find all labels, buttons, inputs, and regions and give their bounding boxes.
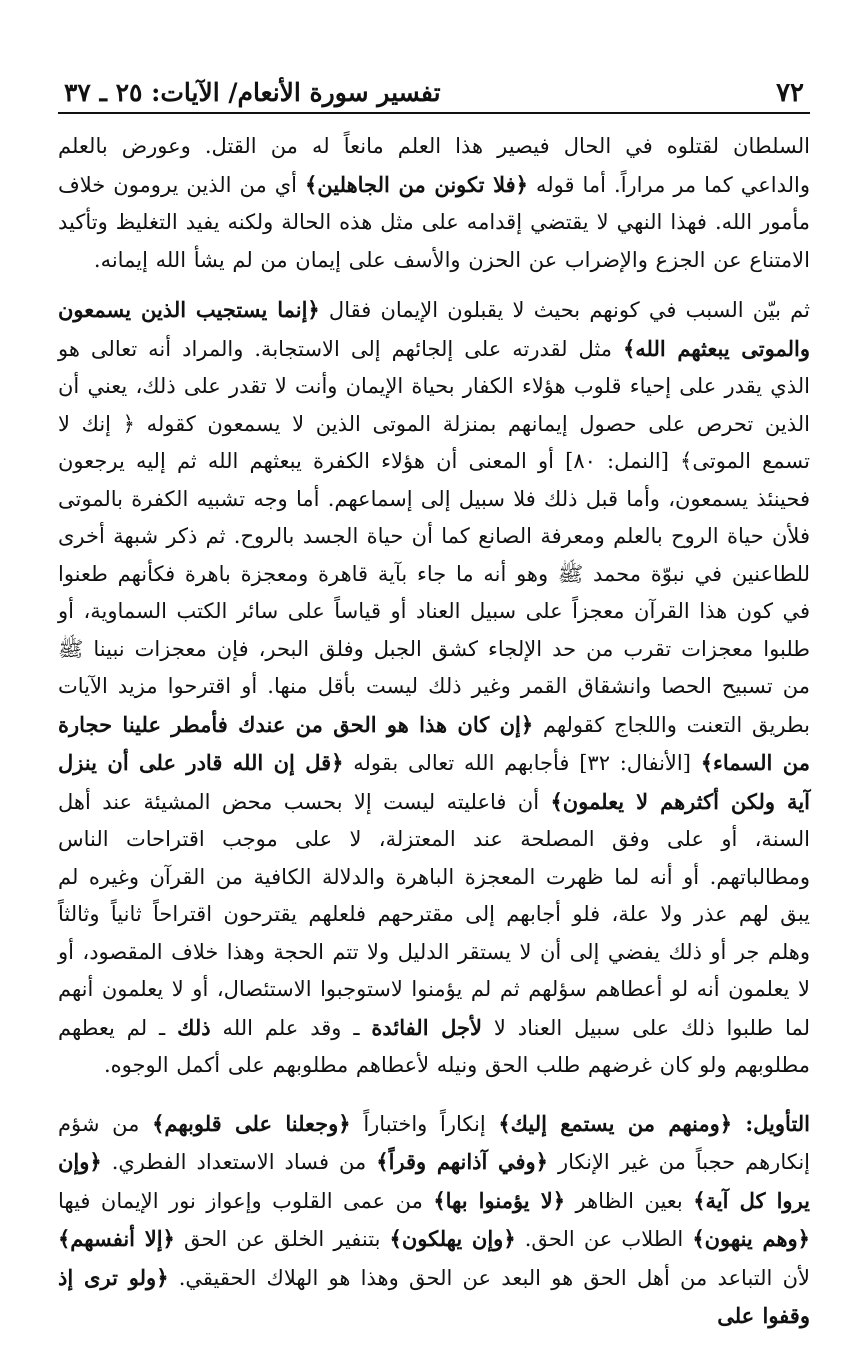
- text-run: من شؤم إنكارهم حجباً من غير الإنكار: [58, 1111, 810, 1174]
- text-run: إنكاراً واختباراً: [350, 1111, 499, 1136]
- page-number: ٧٢: [776, 78, 804, 108]
- quran-quote: التأويل:: [732, 1110, 811, 1136]
- paragraph: [58, 128, 810, 279]
- quran-quote: ﴿وإن يروا كل آية﴾: [58, 1149, 811, 1213]
- text-run: مثل لقدرته على إلجائهم إلى الاستجابة. والمراد أنه تعالى هو الذي يقدر على إحياء قلوب هؤلاء الكفار بحياة الإيمان وأنت لا تقدر على ذلك، يعني أن الذين تحرص على حصول إيمانهم بمنزلة الموتى الذين لا يسمعون كقوله ﴿ إنك لا تسمع الموتى﴾ [النمل: ٨٠] أو المعنى أن هؤلاء الكفرة يبعثهم الله ثم إليه يرجعون فحينئذ يسمعون، وأما قبل ذلك فلا سبيل إلى إسماعهم. أما وجه تشبيه الكفرة بالموتى فلأن حياة الروح بالعلم ومعرفة الصانع كما أن حياة الجسد بالروح. ثم ذكر شبهة أخرى للطاعنين في نبوّة محمد ﷺ وهو أنه ما جاء بآية قاهرة ومعجزة باهرة فكأنهم طعنوا في كون هذا القرآن معجزاً على سبيل العناد أو قياساً على سائر الكتب السماوية، أو طلبوا معجزات تقرب من حد الإلجاء كشق الجبل وفلق البحر، فإن معجزات نبينا ﷺ من تسبيح الحصا وانشقاق القمر وغير ذلك ليست بأقل منها. أو اقترحوا مزيد الآيات بطريق التعنت واللجاج كقولهم: [58, 336, 810, 737]
- text-run: ـ وقد علم الله: [210, 1015, 372, 1040]
- quran-quote: ﴿وإن يهلكون﴾: [389, 1226, 516, 1251]
- quran-quote: ﴿لا يؤمنوا بها﴾: [433, 1187, 566, 1213]
- quran-quote: ﴿فلا تكونن من الجاهلين﴾: [304, 171, 528, 197]
- text-run: ـ لم يعطهم مطلوبهم ولو كان غرضهم طلب الحق ونيله لأعطاهم مطلوبهم على أكمل الوجوه.: [58, 1015, 810, 1077]
- page-body: [58, 128, 810, 1336]
- text-run: أن فاعليته ليست إلا بحسب محض المشيئة عند أهل السنة، أو على وفق المصلحة عند المعتزلة، لا على موجب اقتراحات الناس ومطالباتهم. أو أنه لما ظهرت المعجزة الباهرة والدلالة الكافية من القرآن وغيره لم يبق لهم عذر ولا علة، فلو أجابهم إلى مقترحهم فلعلهم يقترحون اقتراحاً ثانياً وثالثاً وهلم جر أو ذلك يفضي إلى أن لا يستقر الدليل ولا تتم الحجة وهذا خلاف المقصود، أو لا يعلمون أنه لو أعطاهم سؤلهم ثم لم يؤمنوا لاستوجبوا الاستئصال، أو لا يعلمون أنهم لما طلبوا ذلك على سبيل العناد لا: [58, 789, 810, 1040]
- page-header: [58, 78, 810, 114]
- paragraph: [58, 1105, 810, 1336]
- quran-quote: ﴿ومنهم من يستمع إليك﴾: [498, 1110, 733, 1136]
- text-run: الطلاب عن الحق.: [515, 1227, 693, 1251]
- running-title: تفسير سورة الأنعام/ الآيات: ٢٥ ـ ٣٧: [64, 78, 441, 107]
- text-run: [الأنفال: ٣٢] فأجابهم الله تعالى بقوله: [343, 751, 701, 775]
- text-run: ثم بيّن السبب في كونهم بحيث لا يقبلون الإيمان فقال: [319, 298, 810, 322]
- text-run: أي من الذين يرومون خلاف مأمور الله. فهذا النهي لا يقتضي إقدامه على مثل هذه الحالة ولكنه يفيد التغليظ وتأكيد الامتناع عن الجزع والإضراب عن الحزن والأسف على إيمان من لم يشأ الله إيمانه.: [58, 172, 810, 272]
- text-run: من عمى القلوب وإعواز نور الإيمان فيها: [58, 1188, 434, 1213]
- quran-quote: ﴿إن كان هذا هو الحق من عندك فأمطر علينا حجارة من السماء﴾: [58, 711, 810, 775]
- quran-quote: ﴿قل إن الله قادر على أن ينزل آية ولكن أكثرهم لا يعلمون﴾: [58, 750, 810, 814]
- quran-quote: ﴿إنما يستجيب الذين يسمعون والموتى يبعثهم الله﴾: [58, 297, 810, 361]
- quran-quote: ﴿ولو ترى إذ وقفوا على: [58, 1264, 810, 1328]
- text-run: لأن التباعد من أهل الحق هو البعد عن الحق وهذا هو الهلاك الحقيقي.: [168, 1265, 810, 1290]
- quran-quote: لأجل الفائدة: [371, 1014, 482, 1040]
- text-run: بعين الظاهر: [565, 1188, 694, 1213]
- text-run: من فساد الاستعداد الفطري.: [101, 1150, 377, 1174]
- paragraph: [58, 291, 810, 1085]
- text-run: بتنفير الخلق عن الحق: [174, 1227, 390, 1251]
- quran-quote: ﴿وجعلنا على قلوبهم﴾: [152, 1110, 351, 1136]
- quran-quote: ﴿وفي آذانهم وقراً﴾: [376, 1149, 548, 1174]
- quran-quote: ﴿إلا أنفسهم﴾: [58, 1226, 175, 1251]
- quran-quote: ﴿وهم ينهون﴾: [692, 1226, 810, 1251]
- text-run: السلطان لقتلوه في الحال فيصير هذا العلم مانعاً له من القتل. وعورض بالعلم والداعي كما مر مراراً. أما قوله: [58, 134, 810, 197]
- quran-quote: ذلك: [177, 1014, 211, 1040]
